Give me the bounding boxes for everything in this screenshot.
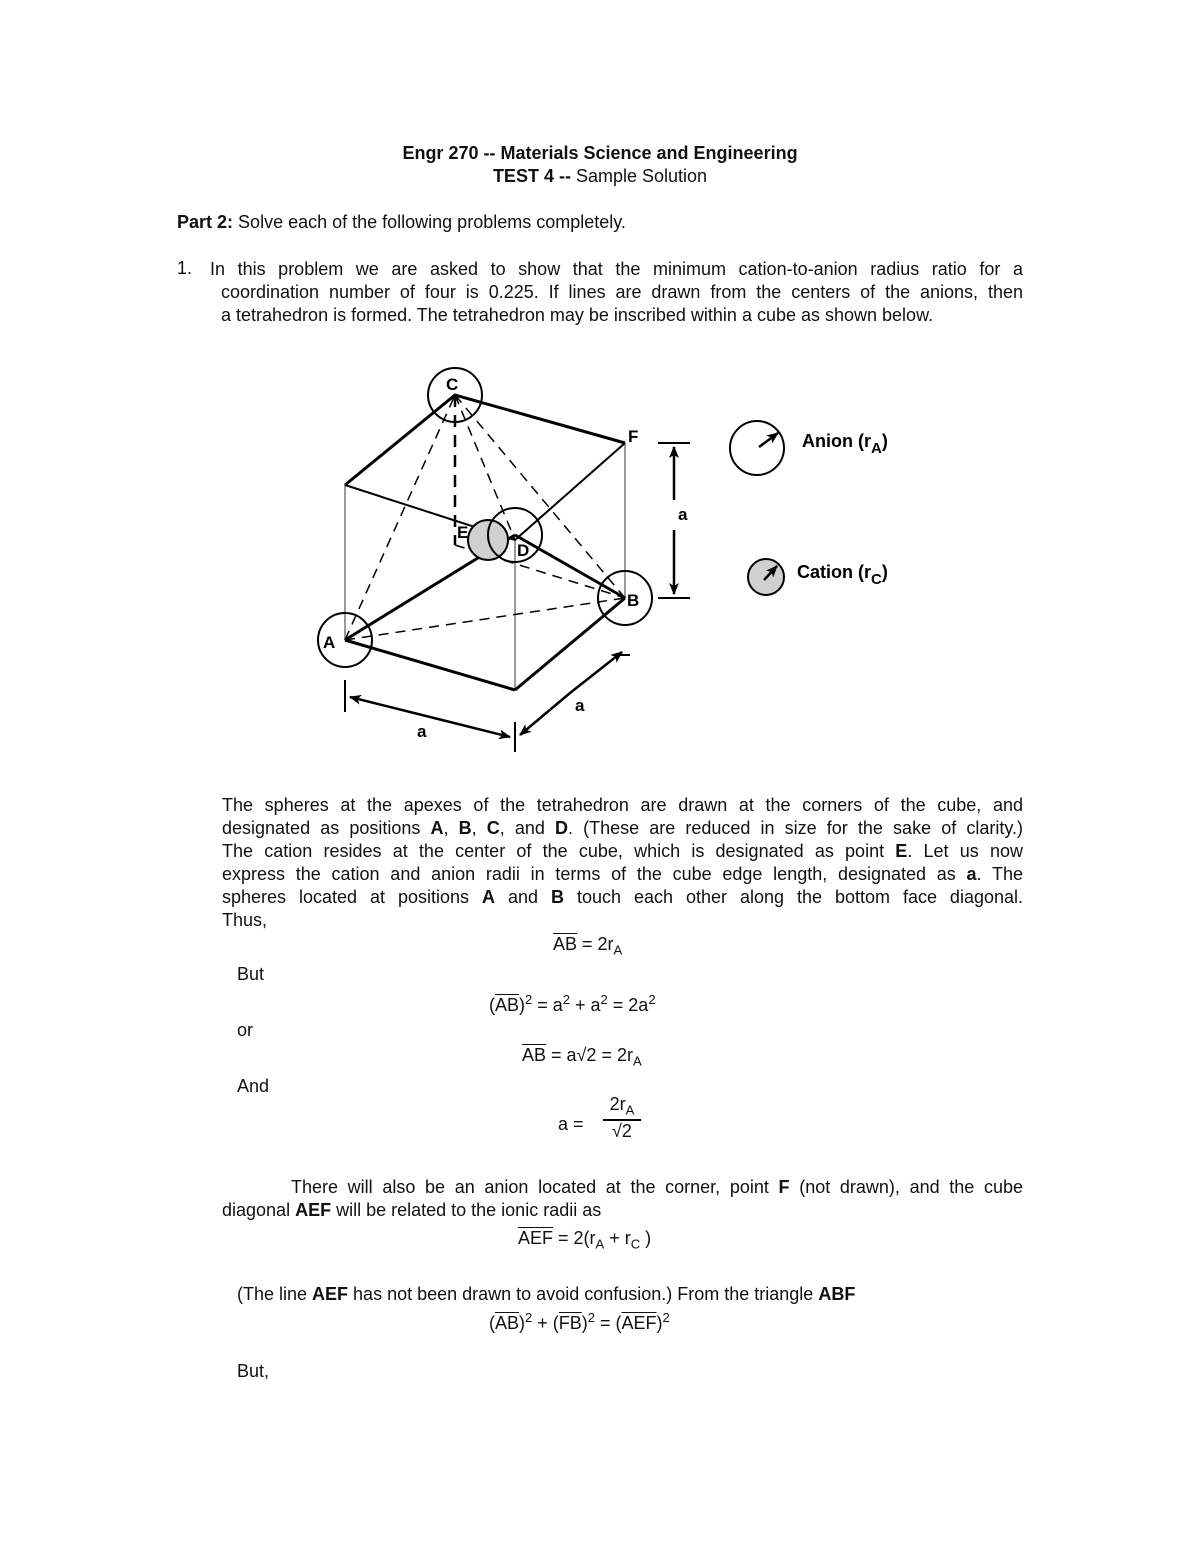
word-but: But xyxy=(237,964,265,984)
equation-pythagoras: $(\overline{AB})^2 + (\overline{FB})^2 = (\overline{AEF})^2$ xyxy=(489,1310,670,1333)
dim-arrow-left xyxy=(350,697,430,717)
test-label: TEST 4 -- xyxy=(492,166,571,186)
tetra-edge-ac xyxy=(345,395,455,640)
word-but-2: But, xyxy=(237,1361,270,1381)
p2-line-1: There will also be an anion located at the corner, point F (not drawn), and the cube xyxy=(291,1177,1023,1197)
course-title: Engr 270 -- Materials Science and Engineering xyxy=(402,143,798,163)
p1-line-6: Thus, xyxy=(222,910,268,930)
equation-a-lhs: a = xyxy=(558,1114,584,1134)
equation-ab-root2: $\overline{AB} = a√2 = 2r_A$ xyxy=(522,1045,642,1069)
p1-line-3: The cation resides at the center of the cube, which is designated as point E. Let us now xyxy=(222,841,1023,861)
part-text: Solve each of the following problems completely. xyxy=(238,212,626,232)
tetra-edge-cb xyxy=(455,395,625,598)
legend-anion-circle xyxy=(730,421,784,475)
p1-line-4: express the cation and anion radii in terms of the cube edge length, designated as a. The xyxy=(222,864,1023,884)
label-c: C xyxy=(446,375,459,394)
p1-line-5: spheres located at positions A and B touch each other along the bottom face diagonal. xyxy=(222,887,1023,907)
p2-line-2: diagonal AEF will be related to the ionic radii as xyxy=(222,1200,602,1220)
intro-line-2: coordination number of four is 0.225. If lines are drawn from the centers of the anions, then xyxy=(221,282,1023,302)
paragraph-triangle: (The line AEF has not been drawn to avoid confusion.) From the triangle ABF xyxy=(237,1284,856,1304)
intro-line-1: In this problem we are asked to show that the minimum cation-to-anion radius ratio for a xyxy=(210,259,1023,279)
legend-cation-sub: C xyxy=(871,571,882,588)
dim-label-vertical: a xyxy=(678,505,688,524)
cube-edge xyxy=(515,443,625,540)
fraction-denominator: √2 xyxy=(612,1120,632,1141)
tetra-edge-db xyxy=(515,535,625,598)
word-and: And xyxy=(237,1076,270,1096)
dim-label-bottom: a xyxy=(417,722,427,741)
label-e: E xyxy=(457,523,469,542)
equation-ab-2ra: $\overline{AB} = 2r_A$ xyxy=(553,934,623,958)
label-a: A xyxy=(323,633,336,652)
tetra-edge-cd xyxy=(455,395,515,540)
paragraph-corner-f xyxy=(222,1176,1023,1222)
word-or: or xyxy=(237,1020,254,1040)
cube-top-edges xyxy=(345,395,625,485)
legend-cation-label xyxy=(797,562,888,588)
fraction-numerator: $2r_A$ xyxy=(603,1094,641,1121)
legend-anion-radius-arrow xyxy=(759,433,778,447)
equation-ab-squared: $(\overline{AB})^2 = a^2 + a^2 = 2a^2$ xyxy=(489,992,656,1015)
p1-line-2: designated as positions A, B, C, and D. (These are reduced in size for the sake of clarity.) xyxy=(222,818,1023,838)
legend-anion-close: ) xyxy=(881,431,888,451)
legend-cation-close: ) xyxy=(881,562,888,582)
dim-arrow-right xyxy=(430,717,510,737)
legend-anion-text: Anion (r xyxy=(802,431,871,451)
legend-cation-text: Cation (r xyxy=(797,562,871,582)
intro-line-3: a tetrahedron is formed. The tetrahedron may be inscribed within a cube as shown below. xyxy=(221,305,934,325)
legend-anion-label xyxy=(802,431,888,457)
test-sub: Sample Solution xyxy=(575,166,708,186)
paragraph-spheres xyxy=(222,794,1023,932)
dim-arrow-down-left xyxy=(520,693,570,735)
dim-label-diagonal: a xyxy=(575,696,585,715)
label-d: D xyxy=(517,541,530,560)
equation-aef: $\overline{AEF} = 2(r_A + r_C$ ) xyxy=(518,1228,652,1252)
problem-number: 1. xyxy=(177,258,193,278)
label-f: F xyxy=(628,427,639,446)
dim-arrow-up-right xyxy=(570,652,622,693)
label-b: B xyxy=(627,591,640,610)
part-label: Part 2: xyxy=(177,212,234,232)
equation-a-fraction xyxy=(603,1094,641,1142)
p1-line-1: The spheres at the apexes of the tetrahedron are drawn at the corners of the cube, and xyxy=(222,795,1023,815)
legend-anion-sub: A xyxy=(871,440,882,457)
